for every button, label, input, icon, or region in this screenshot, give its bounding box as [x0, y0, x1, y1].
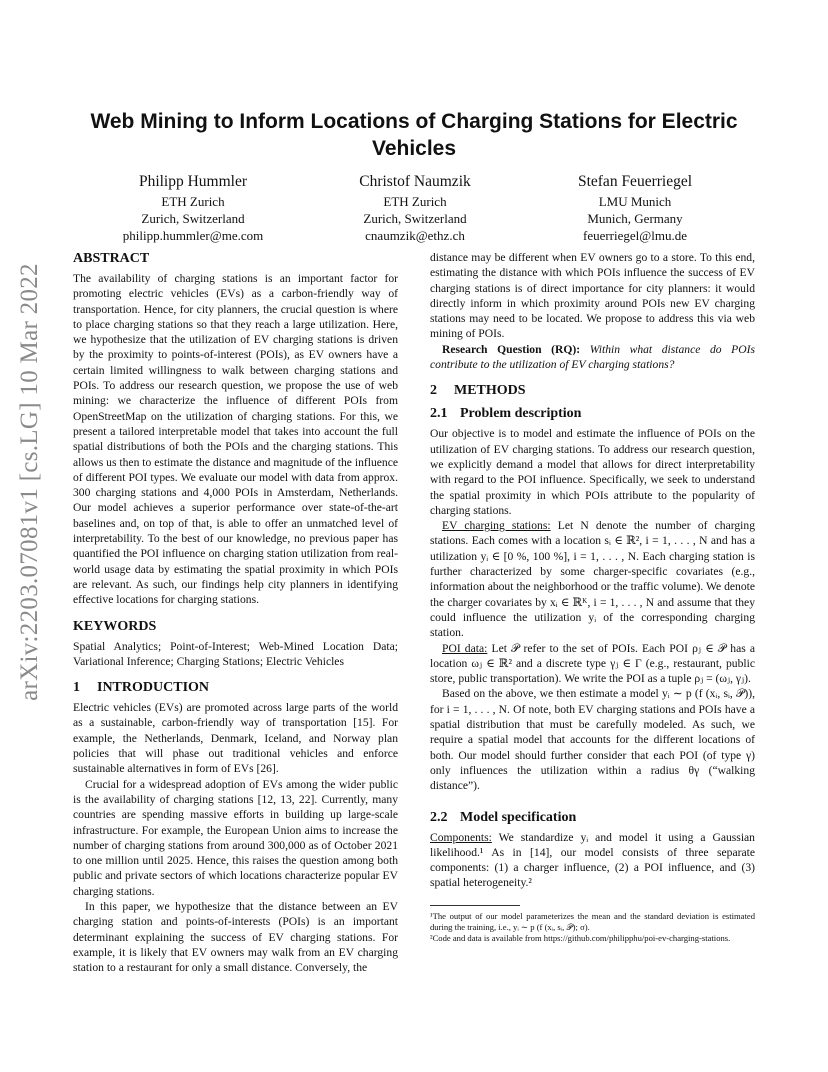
introduction-heading — [73, 679, 398, 697]
methods-heading — [430, 382, 755, 400]
components-label: Components: — [430, 830, 492, 844]
abstract-heading: ABSTRACT — [73, 251, 150, 266]
problem-intro: Our objective is to model and estimate the influence of POIs on the utilization of EV charging stations. To address our research question, we explicitly demand a model that allows for direct interpretability with regard to the POI influence. Specifically, we seek to understand the spatial proximity in which POIs attribute to the popularity of charging stations. — [430, 427, 755, 517]
keywords-text: Spatial Analytics; Point-of-Interest; Web-Mined Location Data; Variational Inference; Charging Stations; Electric Vehicles — [73, 639, 398, 668]
intro-paragraph: distance may be different when EV owners go to a store. To this end, estimating the distance with which POIs influence the success of EV charging stations is of direct importance for city planners: it would directly inform in which proximity around POIs new EV charging stations may need to be located. We propose to address this via web mining of POIs. — [430, 251, 755, 341]
author-location: Zurich, Switzerland — [141, 211, 245, 226]
intro-paragraph: In this paper, we hypothesize that the distance between an EV charging station and points-of-interests (POIs) is an important determinant explaining the success of EV charging stations. For example, it is likely that EV owners may walk from an EV charging station to a restaurant for only a small distance. Conversely, the — [73, 899, 398, 975]
section-number: 1 — [73, 680, 80, 696]
author-block — [78, 172, 308, 244]
author-name: Stefan Feuerriegel — [577, 173, 693, 190]
author-location: Munich, Germany — [587, 211, 683, 226]
author-name: Christof Naumzik — [359, 173, 471, 190]
author-location: Zurich, Switzerland — [363, 211, 467, 226]
footnote-rule — [430, 905, 520, 906]
author-affiliation: LMU Munich — [598, 194, 672, 209]
subsection-title: Problem description — [460, 406, 582, 422]
poi-data-paragraph — [430, 641, 755, 687]
model-paragraph: Based on the above, we then estimate a model yᵢ ∼ p (f (xᵢ, sᵢ, 𝒫)), for i = 1, . . . , N. Of note, both EV charging stations and POIs have a spatial distribution that must be carefully modeled. As such, we require a spatial model that accounts for the different locations of both. Our model should further consider that each POI (of type γ) only influences the utilization within a radius θγ (“walking distance”). — [430, 687, 755, 793]
author-name: Philipp Hummler — [138, 173, 248, 190]
rq-text: Within what distance do POIs contribute to the utilization of EV charging stations? — [430, 342, 755, 372]
footnote: ¹The output of our model parameterizes the mean and the standard deviation is estimated during the training, i.e., yᵢ ∼ p (f (xᵢ, sᵢ, 𝒫); σ). — [430, 910, 755, 932]
intro-paragraph: Crucial for a widespread adoption of EVs among the wider public is the availability of charging stations [12, 13, 22]. Currently, many countries are spending massive efforts in building up large-scale infrastructure. For example, the European Union aims to increase the number of charging stations from around 300,000 as of October 2021 to one million until 2025. Hence, this raises the question among both public and private sectors of which locations characterize popular EV charging stations. — [73, 777, 398, 898]
abstract-text: The availability of charging stations is an important factor for promoting electric vehicles (EVs) as a carbon-friendly way of transportation. Hence, for city planners, the crucial question is where to place charging stations so that they reach a large utilization. Here, we hypothesize that the utilization of EV charging stations is driven by the proximity to points-of-interest (POIs), as EV owners have a certain limited willingness to walk between charging stations and POIs. To address our research question, we propose the use of web mining: we characterize the influence of different POIs from OpenStreetMap on the utilization of charging stations. For this, we present a tailored interpretable model that takes into account the full spatial distributions of both the POIs and the charging stations. This allows us then to estimate the distance and magnitude of the influence of different POI types. We evaluate our model with data from approx. 300 charging stations and 4,000 POIs in Amsterdam, Netherlands. Our model achieves a superior performance over state-of-the-art baselines and, on top of that, is able to offer an unmatched level of interpretability. To the best of our knowledge, no previous paper has quantified the POI influence on charging station utilization from real-world usage data by estimating the spatial proximity in which POIs are relevant. As such, our findings help city planners in identifying effective locations for charging stations. — [73, 272, 398, 607]
ev-stations-label: EV charging stations: — [442, 519, 551, 533]
section-title: INTRODUCTION — [97, 680, 210, 696]
author-block — [520, 172, 750, 244]
subsection-number: 2.2 — [430, 809, 448, 825]
intro-paragraph: Electric vehicles (EVs) are promoted across large parts of the world as a sustainable, carbon-friendly way of transportation [15]. For example, the Netherlands, Denmark, Iceland, and Norway plan policies that will phase out traditional vehicles and enforce sustainable alternatives in form of EVs [26]. — [73, 701, 398, 776]
poi-data-label: POI data: — [442, 641, 488, 655]
arxiv-stamp — [16, 263, 43, 701]
footnote: ²Code and data is available from https://github.com/philipphu/poi-ev-charging-stations. — [430, 932, 731, 943]
author-email: cnaumzik@ethz.ch — [365, 228, 465, 243]
subsection-title: Model specification — [460, 809, 577, 825]
author-affiliation: ETH Zurich — [383, 194, 447, 209]
author-block — [300, 172, 530, 244]
components-paragraph — [430, 830, 755, 891]
author-affiliation: ETH Zurich — [161, 194, 225, 209]
keywords-heading: KEYWORDS — [73, 618, 157, 634]
section-title: METHODS — [454, 383, 526, 399]
components-text: We standardize yᵢ and model it using a Gaussian likelihood.¹ As in [14], our model consists of three separate components: (1) a charger influence, (2) a POI influence, and (3) spatial heterogeneity.² — [430, 830, 755, 890]
poi-data-text: Let 𝒫 refer to the set of POIs. Each POI ρⱼ ∈ 𝒫 has a location ωⱼ ∈ ℝ² and a discrete type γⱼ ∈ Γ (e.g., restaurant, public store, public transportation). We write the POI as a tuple ρⱼ = (ωⱼ, γⱼ). — [430, 641, 755, 686]
left-column — [73, 250, 398, 975]
author-email: philipp.hummler@me.com — [122, 228, 264, 243]
research-question — [430, 342, 755, 373]
ev-stations-paragraph — [430, 518, 755, 640]
subsection-heading — [430, 405, 755, 423]
arxiv-id: arXiv:2203.07081v1 [cs.LG] 10 Mar 2022 — [16, 263, 43, 701]
rq-label: Research Question (RQ): — [442, 342, 581, 356]
ev-stations-text: Let N denote the number of charging stations. Each comes with a location sᵢ ∈ ℝ², i = 1, . . . , N and has a utilization yᵢ ∈ [0 %, 100 %], i = 1, . . . , N. Each charging station is further characterized by some charger-specific covariates (e.g., information about the neighborhood or the traffic volume). We denote the charger covariates by xᵢ ∈ ℝᴷ, i = 1, . . . , N and assume that they could influence the utilization yᵢ of the corresponding charging station. — [430, 519, 755, 640]
right-column — [430, 250, 755, 944]
paper-title: Web Mining to Inform Locations of Charging Stations for Electric Vehicles — [90, 110, 738, 160]
author-email: feuerriegel@lmu.de — [582, 228, 687, 243]
subsection-heading — [430, 809, 755, 827]
section-number: 2 — [430, 383, 437, 399]
subsection-number: 2.1 — [430, 406, 448, 422]
